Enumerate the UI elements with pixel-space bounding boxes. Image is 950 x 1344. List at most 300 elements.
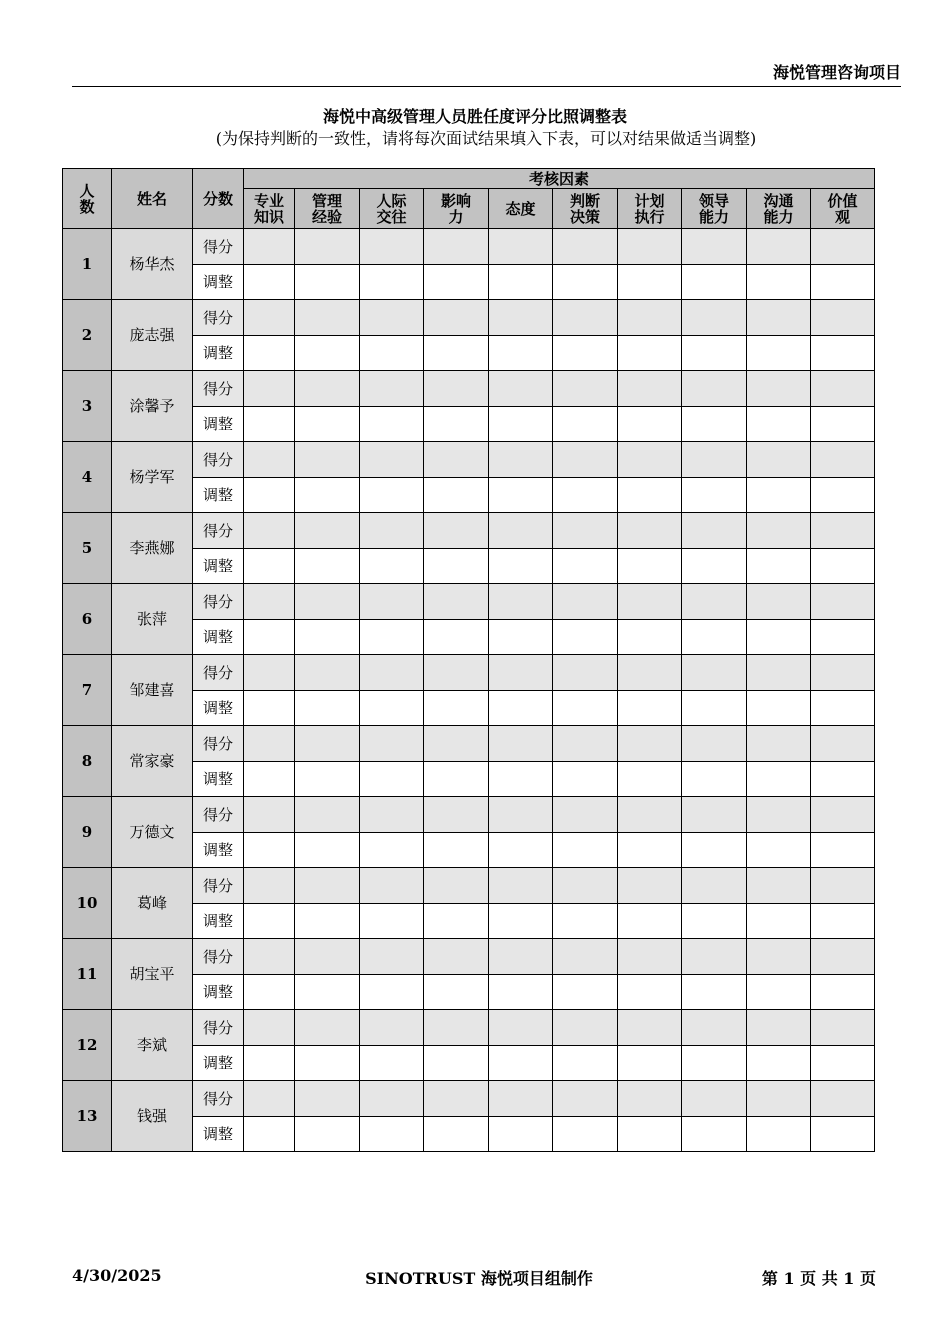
adjust-cell[interactable] <box>244 762 295 797</box>
score-cell[interactable] <box>489 726 553 762</box>
adjust-cell[interactable] <box>747 833 811 868</box>
adjust-cell[interactable] <box>360 407 424 442</box>
adjust-cell[interactable] <box>811 904 875 939</box>
score-cell[interactable] <box>244 442 295 478</box>
adjust-cell[interactable] <box>618 1046 682 1081</box>
score-cell[interactable] <box>244 726 295 762</box>
adjust-cell[interactable] <box>244 975 295 1010</box>
score-cell[interactable] <box>360 442 424 478</box>
adjust-cell[interactable] <box>244 549 295 584</box>
score-cell[interactable] <box>424 868 489 904</box>
adjust-cell[interactable] <box>682 1117 747 1152</box>
adjust-cell[interactable] <box>618 478 682 513</box>
person-number: 8 <box>63 726 112 797</box>
adjust-cell[interactable] <box>244 265 295 300</box>
table-row <box>63 513 875 549</box>
adjust-cell[interactable] <box>295 620 360 655</box>
adjust-cell[interactable] <box>360 478 424 513</box>
score-cell[interactable] <box>682 513 747 549</box>
score-cell[interactable] <box>811 868 875 904</box>
adjust-cell[interactable] <box>811 1046 875 1081</box>
adjust-cell[interactable] <box>682 975 747 1010</box>
adjust-cell[interactable] <box>553 407 618 442</box>
adjust-cell[interactable] <box>489 762 553 797</box>
score-cell[interactable] <box>618 442 682 478</box>
score-cell[interactable] <box>553 797 618 833</box>
adjust-cell[interactable] <box>747 975 811 1010</box>
score-cell[interactable] <box>244 655 295 691</box>
score-cell[interactable] <box>489 371 553 407</box>
factor-header: 专业 知识 <box>244 189 295 229</box>
score-cell[interactable] <box>553 371 618 407</box>
adjust-cell[interactable] <box>618 336 682 371</box>
score-cell[interactable] <box>811 939 875 975</box>
score-cell[interactable] <box>682 442 747 478</box>
adjust-cell[interactable] <box>244 336 295 371</box>
person-number: 9 <box>63 797 112 868</box>
adjust-cell[interactable] <box>295 336 360 371</box>
score-cell[interactable] <box>682 229 747 265</box>
adjust-cell[interactable] <box>295 762 360 797</box>
adjust-cell[interactable] <box>360 904 424 939</box>
score-cell[interactable] <box>553 655 618 691</box>
adjust-cell[interactable] <box>424 478 489 513</box>
score-cell[interactable] <box>618 1081 682 1117</box>
factor-header: 计划 执行 <box>618 189 682 229</box>
score-cell[interactable] <box>244 513 295 549</box>
score-cell[interactable] <box>360 371 424 407</box>
row-kind-adjust: 调整 <box>193 904 244 939</box>
factor-header: 判断 决策 <box>553 189 618 229</box>
score-cell[interactable] <box>295 939 360 975</box>
adjust-cell[interactable] <box>811 1117 875 1152</box>
score-cell[interactable] <box>682 655 747 691</box>
adjust-cell[interactable] <box>489 336 553 371</box>
adjust-cell[interactable] <box>553 265 618 300</box>
person-number: 12 <box>63 1010 112 1081</box>
adjust-cell[interactable] <box>682 265 747 300</box>
adjust-cell[interactable] <box>682 904 747 939</box>
adjust-cell[interactable] <box>747 762 811 797</box>
adjust-cell[interactable] <box>811 407 875 442</box>
score-cell[interactable] <box>811 584 875 620</box>
score-cell[interactable] <box>553 1081 618 1117</box>
adjust-cell[interactable] <box>553 691 618 726</box>
person-name: 万德文 <box>112 797 193 868</box>
row-kind-score: 得分 <box>193 868 244 904</box>
score-cell[interactable] <box>747 229 811 265</box>
adjust-cell[interactable] <box>424 407 489 442</box>
table-row <box>63 726 875 762</box>
adjust-cell[interactable] <box>682 1046 747 1081</box>
score-cell[interactable] <box>553 513 618 549</box>
person-number: 13 <box>63 1081 112 1152</box>
score-cell[interactable] <box>682 584 747 620</box>
col-index-header: 人 数 <box>63 169 112 229</box>
score-cell[interactable] <box>811 513 875 549</box>
score-cell[interactable] <box>244 584 295 620</box>
score-cell[interactable] <box>244 939 295 975</box>
score-cell[interactable] <box>811 442 875 478</box>
score-cell[interactable] <box>360 939 424 975</box>
adjust-cell[interactable] <box>618 620 682 655</box>
score-cell[interactable] <box>360 868 424 904</box>
adjust-cell[interactable] <box>424 336 489 371</box>
adjust-cell[interactable] <box>489 904 553 939</box>
adjust-cell[interactable] <box>360 975 424 1010</box>
score-cell[interactable] <box>489 868 553 904</box>
adjust-cell[interactable] <box>424 549 489 584</box>
table-row <box>63 229 875 265</box>
score-cell[interactable] <box>811 300 875 336</box>
adjust-cell[interactable] <box>682 620 747 655</box>
score-cell[interactable] <box>295 655 360 691</box>
score-cell[interactable] <box>618 868 682 904</box>
person-name: 杨华杰 <box>112 229 193 300</box>
score-cell[interactable] <box>295 726 360 762</box>
row-kind-adjust: 调整 <box>193 620 244 655</box>
adjust-cell[interactable] <box>553 478 618 513</box>
adjust-cell[interactable] <box>618 975 682 1010</box>
score-cell[interactable] <box>424 939 489 975</box>
adjust-cell[interactable] <box>489 265 553 300</box>
score-cell[interactable] <box>811 371 875 407</box>
adjust-cell[interactable] <box>489 1046 553 1081</box>
score-cell[interactable] <box>295 868 360 904</box>
adjust-cell[interactable] <box>295 478 360 513</box>
score-cell[interactable] <box>553 939 618 975</box>
person-number: 3 <box>63 371 112 442</box>
adjust-cell[interactable] <box>811 620 875 655</box>
adjust-cell[interactable] <box>295 549 360 584</box>
adjust-cell[interactable] <box>747 620 811 655</box>
score-cell[interactable] <box>489 300 553 336</box>
adjust-cell[interactable] <box>618 904 682 939</box>
adjust-cell[interactable] <box>360 762 424 797</box>
score-cell[interactable] <box>360 655 424 691</box>
score-cell[interactable] <box>295 1081 360 1117</box>
score-cell[interactable] <box>747 513 811 549</box>
table-row <box>63 442 875 478</box>
score-cell[interactable] <box>360 300 424 336</box>
person-number: 1 <box>63 229 112 300</box>
score-cell[interactable] <box>747 939 811 975</box>
adjust-cell[interactable] <box>360 833 424 868</box>
score-cell[interactable] <box>360 1081 424 1117</box>
score-cell[interactable] <box>811 1010 875 1046</box>
adjust-cell[interactable] <box>553 762 618 797</box>
score-cell[interactable] <box>424 229 489 265</box>
adjust-cell[interactable] <box>618 549 682 584</box>
score-cell[interactable] <box>747 584 811 620</box>
score-cell[interactable] <box>244 868 295 904</box>
score-cell[interactable] <box>489 229 553 265</box>
score-cell[interactable] <box>618 939 682 975</box>
score-cell[interactable] <box>424 442 489 478</box>
score-cell[interactable] <box>553 726 618 762</box>
adjust-cell[interactable] <box>618 762 682 797</box>
score-cell[interactable] <box>424 1010 489 1046</box>
score-cell[interactable] <box>489 939 553 975</box>
adjust-cell[interactable] <box>424 1117 489 1152</box>
adjust-cell[interactable] <box>811 975 875 1010</box>
person-name: 涂馨予 <box>112 371 193 442</box>
adjust-cell[interactable] <box>424 1046 489 1081</box>
score-cell[interactable] <box>553 442 618 478</box>
row-kind-score: 得分 <box>193 655 244 691</box>
adjust-cell[interactable] <box>424 265 489 300</box>
adjust-cell[interactable] <box>244 904 295 939</box>
score-cell[interactable] <box>489 655 553 691</box>
score-cell[interactable] <box>295 513 360 549</box>
score-cell[interactable] <box>811 229 875 265</box>
row-kind-adjust: 调整 <box>193 549 244 584</box>
adjust-cell[interactable] <box>747 407 811 442</box>
adjust-cell[interactable] <box>553 620 618 655</box>
adjust-cell[interactable] <box>295 975 360 1010</box>
score-cell[interactable] <box>244 300 295 336</box>
adjust-cell[interactable] <box>360 620 424 655</box>
adjust-cell[interactable] <box>618 833 682 868</box>
score-cell[interactable] <box>244 229 295 265</box>
score-cell[interactable] <box>682 868 747 904</box>
adjust-cell[interactable] <box>489 691 553 726</box>
adjust-cell[interactable] <box>811 833 875 868</box>
score-cell[interactable] <box>618 797 682 833</box>
adjust-cell[interactable] <box>618 265 682 300</box>
score-cell[interactable] <box>424 300 489 336</box>
score-cell[interactable] <box>489 442 553 478</box>
adjust-cell[interactable] <box>811 691 875 726</box>
score-cell[interactable] <box>244 371 295 407</box>
person-number: 6 <box>63 584 112 655</box>
score-table <box>62 168 875 1152</box>
page-header <box>72 58 901 87</box>
adjust-cell[interactable] <box>618 407 682 442</box>
score-cell[interactable] <box>360 513 424 549</box>
adjust-cell[interactable] <box>811 265 875 300</box>
score-cell[interactable] <box>424 371 489 407</box>
adjust-cell[interactable] <box>618 691 682 726</box>
adjust-cell[interactable] <box>747 1117 811 1152</box>
score-cell[interactable] <box>424 584 489 620</box>
adjust-cell[interactable] <box>747 1046 811 1081</box>
table-row <box>63 584 875 620</box>
adjust-cell[interactable] <box>553 904 618 939</box>
adjust-cell[interactable] <box>553 833 618 868</box>
score-cell[interactable] <box>244 797 295 833</box>
score-cell[interactable] <box>811 726 875 762</box>
score-cell[interactable] <box>682 300 747 336</box>
person-number: 11 <box>63 939 112 1010</box>
score-cell[interactable] <box>811 655 875 691</box>
score-cell[interactable] <box>489 1081 553 1117</box>
score-cell[interactable] <box>747 726 811 762</box>
score-cell[interactable] <box>424 726 489 762</box>
score-cell[interactable] <box>682 371 747 407</box>
footer-date: 4/30/2025 <box>72 1266 162 1285</box>
adjust-cell[interactable] <box>489 620 553 655</box>
score-cell[interactable] <box>811 1081 875 1117</box>
adjust-cell[interactable] <box>424 975 489 1010</box>
score-cell[interactable] <box>618 300 682 336</box>
score-cell[interactable] <box>295 229 360 265</box>
adjust-cell[interactable] <box>489 549 553 584</box>
score-cell[interactable] <box>618 1010 682 1046</box>
row-kind-score: 得分 <box>193 300 244 336</box>
adjust-cell[interactable] <box>747 336 811 371</box>
score-cell[interactable] <box>747 442 811 478</box>
score-cell[interactable] <box>489 797 553 833</box>
adjust-cell[interactable] <box>489 1117 553 1152</box>
score-cell[interactable] <box>747 300 811 336</box>
adjust-cell[interactable] <box>295 1046 360 1081</box>
adjust-cell[interactable] <box>360 265 424 300</box>
adjust-cell[interactable] <box>811 762 875 797</box>
table-row <box>63 797 875 833</box>
score-cell[interactable] <box>682 939 747 975</box>
score-cell[interactable] <box>244 1081 295 1117</box>
score-cell[interactable] <box>360 1010 424 1046</box>
person-number: 7 <box>63 655 112 726</box>
adjust-cell[interactable] <box>244 620 295 655</box>
adjust-cell[interactable] <box>553 1046 618 1081</box>
adjust-cell[interactable] <box>682 407 747 442</box>
adjust-cell[interactable] <box>244 1046 295 1081</box>
score-cell[interactable] <box>553 868 618 904</box>
adjust-cell[interactable] <box>747 265 811 300</box>
adjust-cell[interactable] <box>553 1117 618 1152</box>
score-cell[interactable] <box>489 513 553 549</box>
score-cell[interactable] <box>295 584 360 620</box>
adjust-cell[interactable] <box>244 478 295 513</box>
score-cell[interactable] <box>618 584 682 620</box>
adjust-cell[interactable] <box>682 762 747 797</box>
score-cell[interactable] <box>424 655 489 691</box>
adjust-cell[interactable] <box>747 549 811 584</box>
score-cell[interactable] <box>295 442 360 478</box>
score-cell[interactable] <box>489 1010 553 1046</box>
score-cell[interactable] <box>360 797 424 833</box>
score-cell[interactable] <box>618 229 682 265</box>
adjust-cell[interactable] <box>360 1117 424 1152</box>
adjust-cell[interactable] <box>295 407 360 442</box>
score-cell[interactable] <box>553 229 618 265</box>
score-cell[interactable] <box>489 584 553 620</box>
score-cell[interactable] <box>295 371 360 407</box>
adjust-cell[interactable] <box>811 336 875 371</box>
adjust-cell[interactable] <box>244 833 295 868</box>
row-kind-score: 得分 <box>193 442 244 478</box>
adjust-cell[interactable] <box>295 833 360 868</box>
adjust-cell[interactable] <box>747 691 811 726</box>
adjust-cell[interactable] <box>682 549 747 584</box>
adjust-cell[interactable] <box>360 691 424 726</box>
score-cell[interactable] <box>618 655 682 691</box>
adjust-cell[interactable] <box>553 549 618 584</box>
adjust-cell[interactable] <box>244 1117 295 1152</box>
score-cell[interactable] <box>553 584 618 620</box>
score-cell[interactable] <box>682 1010 747 1046</box>
adjust-cell[interactable] <box>489 478 553 513</box>
adjust-cell[interactable] <box>682 336 747 371</box>
person-number: 2 <box>63 300 112 371</box>
adjust-cell[interactable] <box>360 336 424 371</box>
score-cell[interactable] <box>747 868 811 904</box>
score-cell[interactable] <box>682 1081 747 1117</box>
adjust-cell[interactable] <box>618 1117 682 1152</box>
score-cell[interactable] <box>618 726 682 762</box>
adjust-cell[interactable] <box>553 336 618 371</box>
adjust-cell[interactable] <box>244 691 295 726</box>
adjust-cell[interactable] <box>811 478 875 513</box>
score-cell[interactable] <box>747 371 811 407</box>
adjust-cell[interactable] <box>295 691 360 726</box>
score-cell[interactable] <box>360 584 424 620</box>
adjust-cell[interactable] <box>295 904 360 939</box>
score-cell[interactable] <box>424 513 489 549</box>
score-cell[interactable] <box>618 513 682 549</box>
adjust-cell[interactable] <box>424 833 489 868</box>
adjust-cell[interactable] <box>682 691 747 726</box>
adjust-cell[interactable] <box>489 407 553 442</box>
adjust-cell[interactable] <box>360 549 424 584</box>
score-cell[interactable] <box>295 1010 360 1046</box>
adjust-cell[interactable] <box>424 904 489 939</box>
adjust-cell[interactable] <box>295 1117 360 1152</box>
adjust-cell[interactable] <box>489 833 553 868</box>
adjust-cell[interactable] <box>489 975 553 1010</box>
adjust-cell[interactable] <box>811 549 875 584</box>
adjust-cell[interactable] <box>747 904 811 939</box>
row-kind-score: 得分 <box>193 939 244 975</box>
score-cell[interactable] <box>682 726 747 762</box>
score-cell[interactable] <box>295 797 360 833</box>
score-cell[interactable] <box>424 1081 489 1117</box>
score-cell[interactable] <box>747 797 811 833</box>
adjust-cell[interactable] <box>424 691 489 726</box>
row-kind-score: 得分 <box>193 584 244 620</box>
adjust-cell[interactable] <box>424 620 489 655</box>
adjust-cell[interactable] <box>360 1046 424 1081</box>
score-cell[interactable] <box>553 1010 618 1046</box>
adjust-cell[interactable] <box>682 833 747 868</box>
score-cell[interactable] <box>295 300 360 336</box>
score-cell[interactable] <box>553 300 618 336</box>
score-cell[interactable] <box>682 797 747 833</box>
person-name: 葛峰 <box>112 868 193 939</box>
adjust-cell[interactable] <box>553 975 618 1010</box>
row-kind-score: 得分 <box>193 1081 244 1117</box>
score-cell[interactable] <box>747 1010 811 1046</box>
adjust-cell[interactable] <box>747 478 811 513</box>
table-row <box>63 939 875 975</box>
score-cell[interactable] <box>360 229 424 265</box>
adjust-cell[interactable] <box>295 265 360 300</box>
score-cell[interactable] <box>618 371 682 407</box>
score-cell[interactable] <box>424 797 489 833</box>
score-cell[interactable] <box>747 1081 811 1117</box>
score-cell[interactable] <box>244 1010 295 1046</box>
adjust-cell[interactable] <box>424 762 489 797</box>
footer-page: 第 1 页 共 1 页 <box>761 1269 876 1288</box>
adjust-cell[interactable] <box>682 478 747 513</box>
score-cell[interactable] <box>747 655 811 691</box>
score-cell[interactable] <box>360 726 424 762</box>
score-cell[interactable] <box>811 797 875 833</box>
adjust-cell[interactable] <box>244 407 295 442</box>
factor-header: 领导 能力 <box>682 189 747 229</box>
